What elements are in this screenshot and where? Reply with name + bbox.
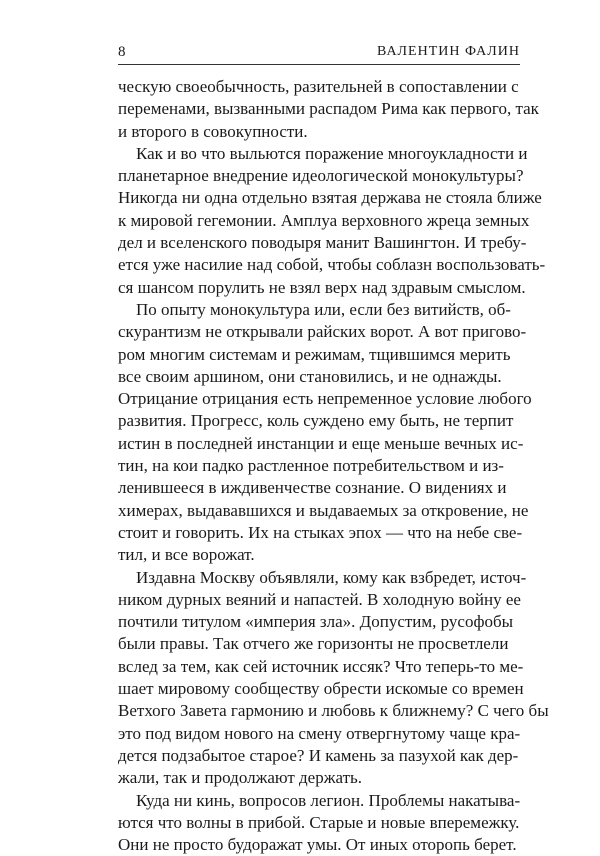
text-line: скурантизм не открывали райских ворот. А вот пригово- [118,321,500,343]
text-line: Как и во что выльются поражение многоукладности и [118,143,500,165]
text-line: Они не просто будоражат умы. От иных оторопь берет. [118,834,500,856]
paragraph [118,299,500,567]
paragraph [118,790,500,856]
text-line: тил, и все ворожат. [118,544,500,566]
text-line: были правы. Так отчего же горизонты не просветлели [118,633,500,655]
running-head-author: ВАЛЕНТИН ФАЛИН [377,42,520,62]
text-line: ческую своеобычность, разительней в сопоставлении с [118,76,500,98]
paragraph [118,567,500,790]
body-text [118,76,500,856]
text-line: ром многим системам и режимам, тщившимся мерить [118,344,500,366]
text-line: стоит и говорить. Их на стыках эпох — что на небе све- [118,522,500,544]
text-line: ется уже насилие над собой, чтобы соблазн воспользовать- [118,254,500,276]
paragraph [118,76,500,143]
text-line: ся шансом порулить не взял верх над здравым смыслом. [118,277,500,299]
text-line: ются что волны в прибой. Старые и новые вперемежку. [118,812,500,834]
text-line: и второго в совокупности. [118,121,500,143]
text-line: шает мировому сообществу обрести искомые со времен [118,678,500,700]
text-line: жали, так и продолжают держать. [118,767,500,789]
text-line: ленившееся в иждивенчестве сознание. О видениях и [118,477,500,499]
text-line: химерах, выдававшихся и выдаваемых за откровение, не [118,500,500,522]
text-line: к мировой гегемонии. Амплуа верховного жреца земных [118,210,500,232]
text-line: истин в последней инстанции и еще меньше вечных ис- [118,433,500,455]
text-line: дется подзабытое старое? И камень за пазухой как дер- [118,745,500,767]
paragraph [118,143,500,299]
text-line: Ветхого Завета гармонию и любовь к ближнему? С чего бы [118,700,500,722]
running-head [118,42,520,64]
text-line: это под видом нового на смену отвергнутому чаще кра- [118,723,500,745]
text-line: тин, на кои падко растленное потребительством и из- [118,455,500,477]
text-line: все своим аршином, они становились, и не однажды. [118,366,500,388]
text-line: По опыту монокультура или, если без витийств, об- [118,299,500,321]
text-line: планетарное внедрение идеологической монокультуры? [118,165,500,187]
header-rule [118,64,520,65]
text-line: Издавна Москву объявляли, кому как взбредет, источ- [118,567,500,589]
text-line: Отрицание отрицания есть непременное условие любого [118,388,500,410]
text-line: ником дурных веяний и напастей. В холодную войну ее [118,589,500,611]
text-line: Куда ни кинь, вопросов легион. Проблемы накатыва- [118,790,500,812]
page-number: 8 [118,42,126,62]
text-line: Никогда ни одна отдельно взятая держава не стояла ближе [118,187,500,209]
text-line: вслед за тем, как сей источник иссяк? Что теперь-то ме- [118,656,500,678]
text-line: развития. Прогресс, коль суждено ему быть, не терпит [118,410,500,432]
text-line: переменами, вызванными распадом Рима как первого, так [118,98,500,120]
text-line: дел и вселенского поводыря манит Вашингтон. И требу- [118,232,500,254]
text-line: почтили титулом «империя зла». Допустим, русофобы [118,611,500,633]
